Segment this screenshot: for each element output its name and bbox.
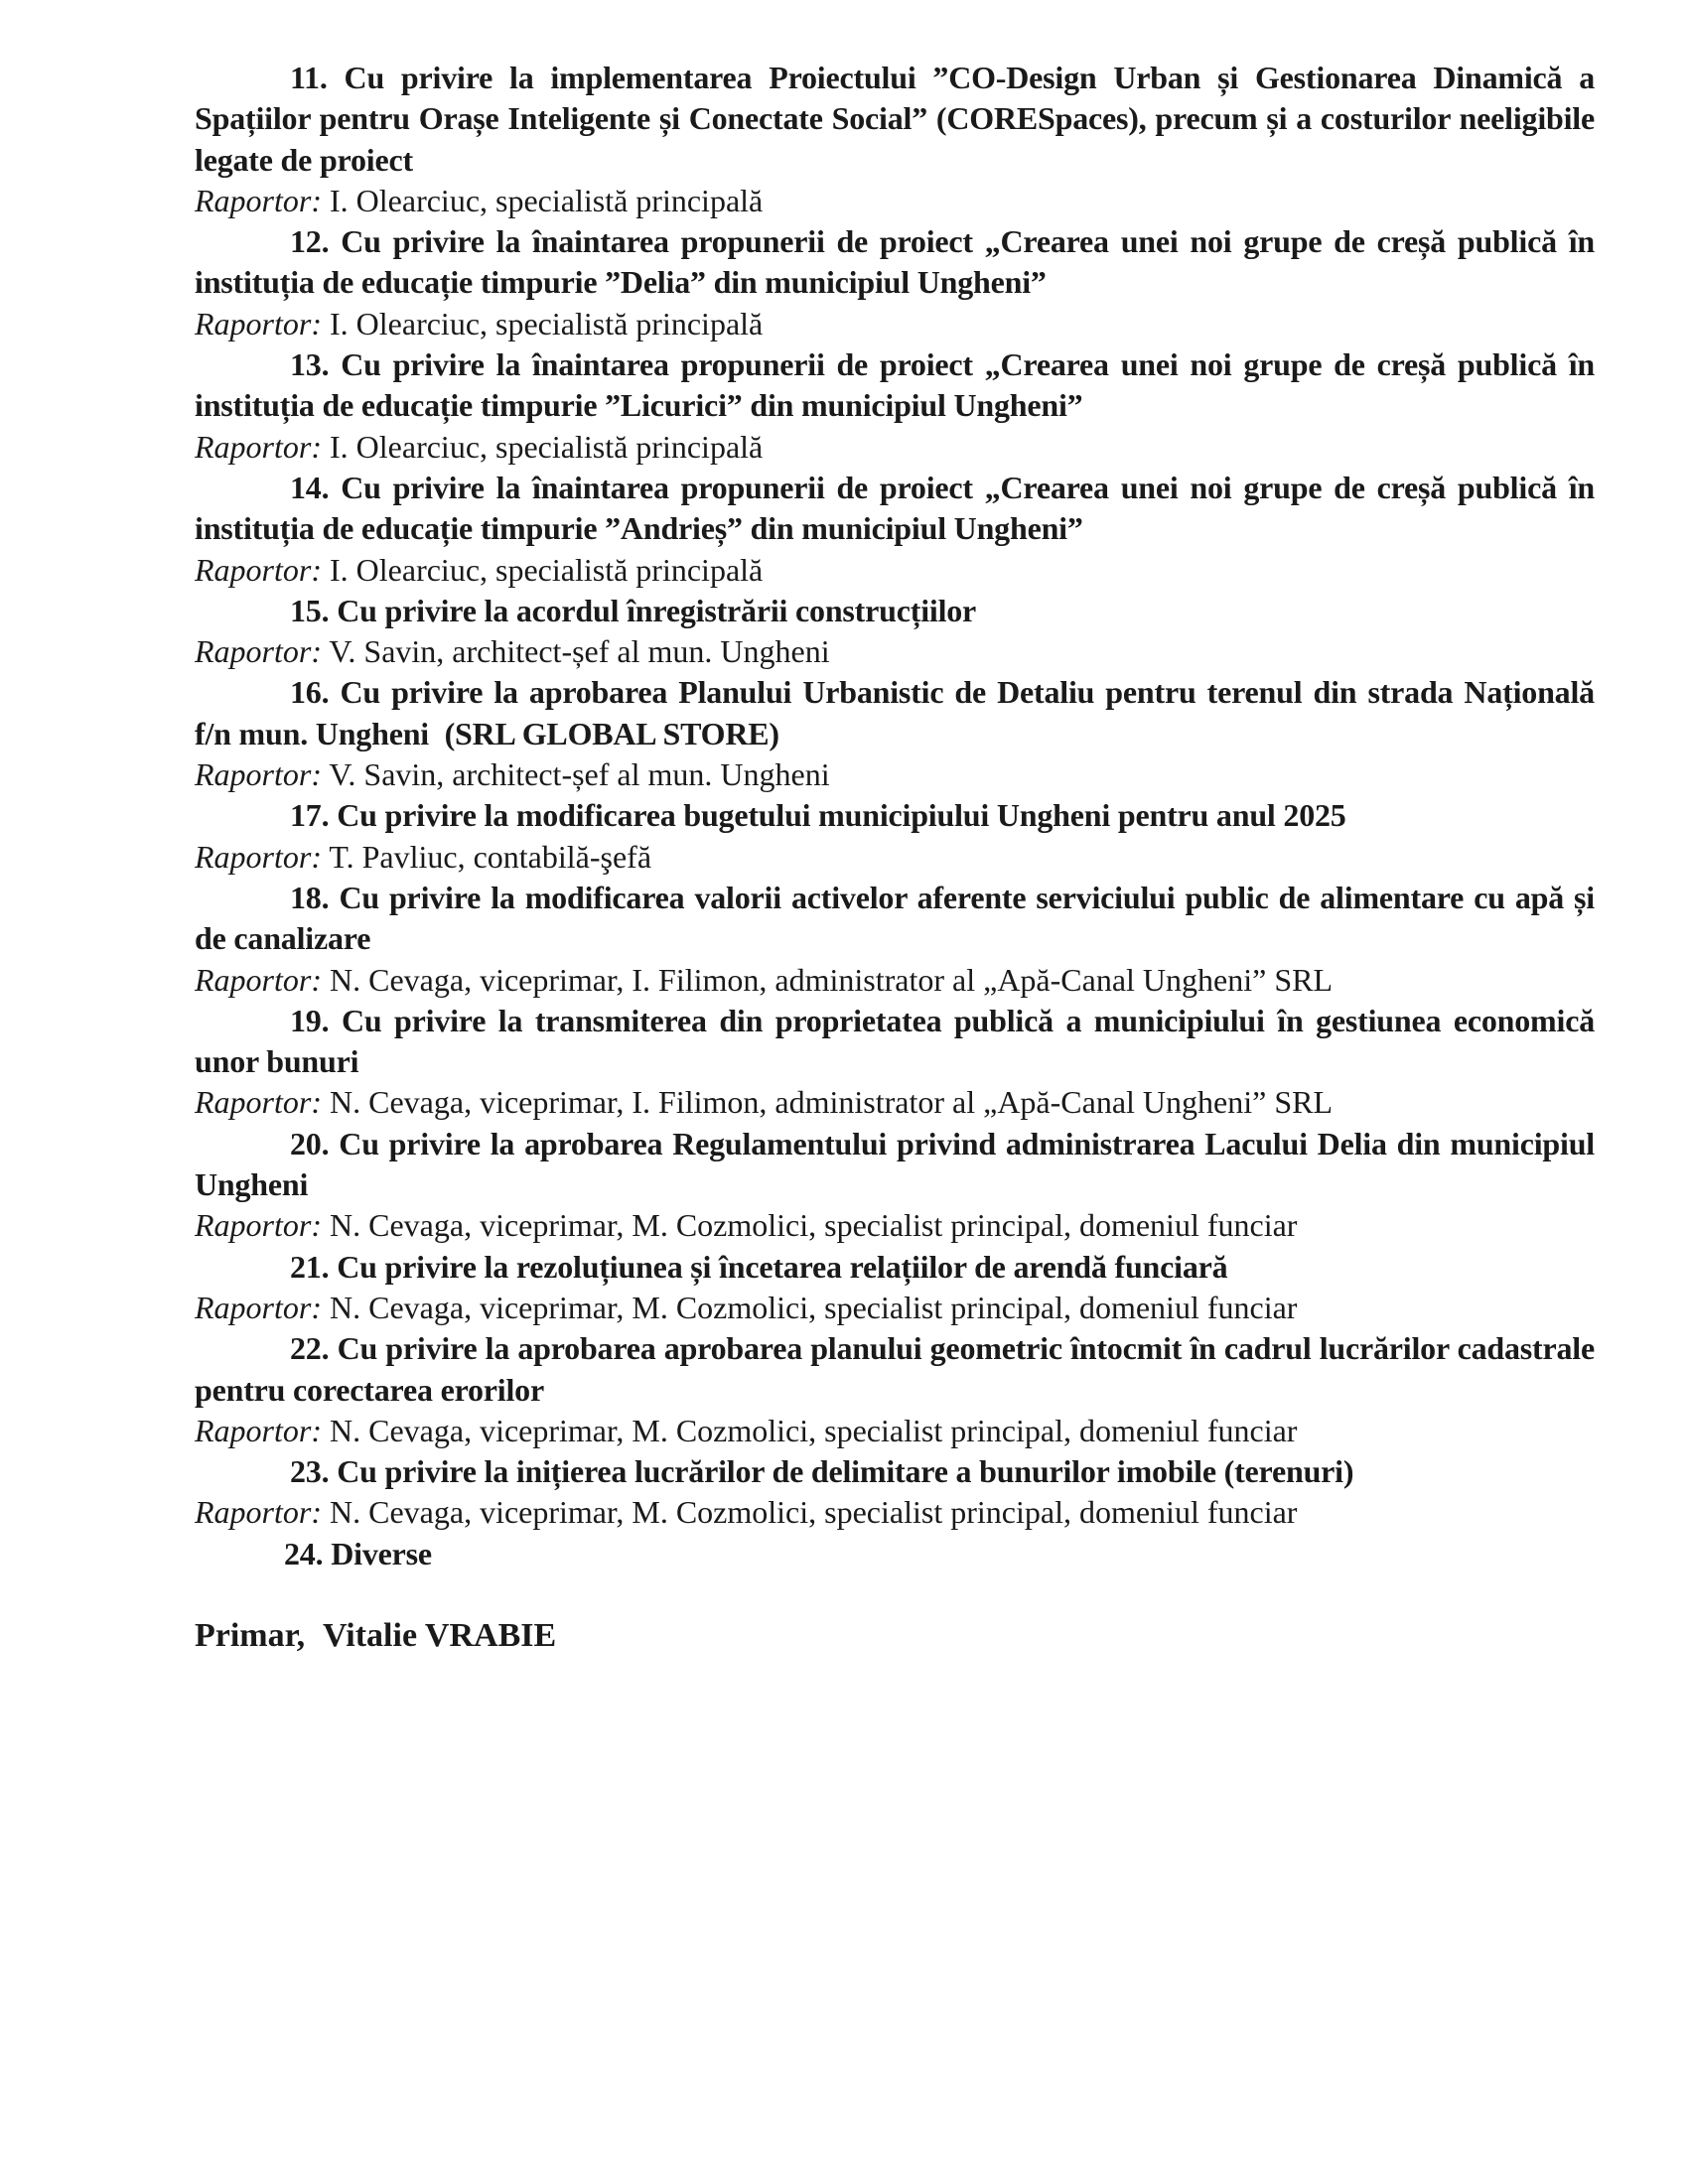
agenda-item	[195, 1451, 1595, 1534]
item-number: 19.	[290, 1002, 330, 1038]
raportor-name: N. Cevaga, viceprimar, M. Cozmolici, specialist principal, domeniul funciar	[330, 1207, 1298, 1244]
item-number: 22.	[290, 1330, 330, 1367]
raportor-label: Raportor:	[195, 1412, 322, 1448]
agenda-item-title	[195, 1124, 1595, 1206]
agenda-item	[195, 58, 1595, 221]
raportor-line	[195, 181, 1595, 221]
raportor-label: Raportor:	[195, 1494, 322, 1531]
item-number: 21.	[290, 1248, 330, 1285]
raportor-line	[195, 1205, 1595, 1246]
agenda-item	[195, 221, 1595, 344]
agenda-item-title	[195, 795, 1595, 836]
agenda-item	[195, 591, 1595, 673]
raportor-label: Raportor:	[195, 182, 322, 218]
raportor-line	[195, 1411, 1595, 1451]
signature-block	[195, 1615, 1595, 1656]
agenda-item	[195, 344, 1595, 468]
agenda-item-title	[195, 468, 1595, 550]
raportor-line	[195, 1288, 1595, 1328]
raportor-line	[195, 304, 1595, 344]
raportor-line	[195, 754, 1595, 795]
agenda-item-title	[195, 878, 1595, 960]
item-title-text: Cu privire la aprobarea Planului Urbanistic de Detaliu pentru terenul din strada Națională f/n mun. Ungheni (SRL GLOBAL STORE)	[195, 674, 1603, 751]
item-title-text: Cu privire la înaintarea propunerii de proiect „Crearea unei noi grupe de creșă publică în instituția de educație timpurie ”Licurici” din municipiul Ungheni”	[195, 346, 1595, 424]
raportor-label: Raportor:	[195, 633, 322, 670]
raportor-label: Raportor:	[195, 551, 322, 588]
raportor-name: I. Olearciuc, specialistă principală	[330, 551, 764, 588]
agenda-item	[195, 878, 1595, 1001]
item-number: 18.	[290, 879, 330, 915]
raportor-name: N. Cevaga, viceprimar, M. Cozmolici, specialist principal, domeniul funciar	[330, 1494, 1298, 1531]
item-number: 24.	[284, 1535, 324, 1571]
agenda-item	[195, 672, 1603, 795]
signature-name: Vitalie VRABIE	[323, 1616, 557, 1654]
raportor-name: N. Cevaga, viceprimar, I. Filimon, administrator al „Apă-Canal Ungheni” SRL	[330, 1084, 1334, 1121]
signature-role: Primar,	[195, 1616, 306, 1654]
raportor-name: I. Olearciuc, specialistă principală	[330, 305, 764, 341]
item-title-text: Cu privire la aprobarea Regulamentului privind administrarea Lacului Delia din municipiul Ungheni	[195, 1125, 1595, 1203]
raportor-name: N. Cevaga, viceprimar, M. Cozmolici, specialist principal, domeniul funciar	[330, 1289, 1298, 1325]
agenda-item-title	[195, 1247, 1595, 1288]
raportor-name: V. Savin, architect-șef al mun. Ungheni	[329, 756, 830, 793]
agenda-item-title	[195, 1328, 1595, 1411]
item-title-text: Cu privire la transmiterea din proprietatea publică a municipiului în gestiunea economică unor bunuri	[195, 1002, 1595, 1080]
raportor-label: Raportor:	[195, 1084, 322, 1121]
raportor-label: Raportor:	[195, 1289, 322, 1325]
item-number: 17.	[290, 797, 330, 834]
raportor-name: V. Savin, architect-șef al mun. Ungheni	[329, 633, 830, 670]
raportor-name: I. Olearciuc, specialistă principală	[330, 428, 764, 465]
item-title-text: Cu privire la rezoluțiunea și încetarea relațiilor de arendă funciară	[337, 1248, 1228, 1285]
item-title-text: Diverse	[331, 1535, 432, 1571]
raportor-name: I. Olearciuc, specialistă principală	[330, 182, 764, 218]
raportor-line	[195, 631, 1595, 672]
raportor-line	[195, 837, 1595, 878]
raportor-line	[195, 427, 1595, 468]
raportor-label: Raportor:	[195, 756, 322, 793]
agenda-item-title	[195, 344, 1595, 427]
agenda-item-title	[195, 1001, 1595, 1083]
raportor-name: N. Cevaga, viceprimar, M. Cozmolici, specialist principal, domeniul funciar	[330, 1412, 1298, 1448]
item-title-text: Cu privire la aprobarea aprobarea planului geometric întocmit în cadrul lucrărilor cadastrale pentru corectarea erorilor	[195, 1330, 1595, 1408]
agenda-item-title	[195, 221, 1595, 304]
item-title-text: Cu privire la înaintarea propunerii de proiect „Crearea unei noi grupe de creșă publică în instituția de educație timpurie ”Delia” din municipiul Ungheni”	[195, 223, 1595, 301]
item-number: 15.	[290, 592, 330, 628]
raportor-label: Raportor:	[195, 961, 322, 998]
agenda-item	[195, 1247, 1595, 1329]
agenda-item-title	[195, 1451, 1595, 1492]
agenda-item	[195, 795, 1595, 878]
raportor-name: T. Pavliuc, contabilă-şefă	[329, 838, 652, 875]
item-number: 12.	[290, 223, 330, 260]
item-title-text: Cu privire la modificarea bugetului municipiului Ungheni pentru anul 2025	[337, 797, 1346, 834]
agenda-item-title	[195, 58, 1595, 181]
item-title-text: Cu privire la implementarea Proiectului ”CO-Design Urban și Gestionarea Dinamică a Spațiilor pentru Orașe Inteligente și Conectate Social” (CORESpaces), precum și a costurilor neeligibile legate de proiect	[195, 60, 1595, 178]
raportor-line	[195, 550, 1595, 591]
raportor-line	[195, 1492, 1595, 1533]
agenda-item	[195, 1001, 1595, 1124]
agenda-item	[195, 468, 1595, 591]
raportor-name: N. Cevaga, viceprimar, I. Filimon, administrator al „Apă-Canal Ungheni” SRL	[330, 961, 1334, 998]
raportor-label: Raportor:	[195, 1207, 322, 1244]
agenda-item-title	[195, 591, 1595, 631]
agenda-item-title	[195, 1534, 1595, 1574]
item-number: 13.	[290, 346, 330, 383]
item-number: 20.	[290, 1125, 330, 1161]
item-title-text: Cu privire la înaintarea propunerii de proiect „Crearea unei noi grupe de creșă publică în instituția de educație timpurie ”Andrieș” din municipiul Ungheni”	[195, 469, 1595, 547]
item-title-text: Cu privire la modificarea valorii activelor aferente serviciului public de alimentare cu apă și de canalizare	[195, 879, 1595, 957]
raportor-label: Raportor:	[195, 428, 322, 465]
item-title-text: Cu privire la inițierea lucrărilor de delimitare a bunurilor imobile (terenuri)	[337, 1453, 1354, 1490]
item-number: 11.	[290, 60, 328, 95]
raportor-line	[195, 960, 1595, 1001]
agenda-item-title	[195, 672, 1603, 754]
raportor-label: Raportor:	[195, 838, 322, 875]
item-number: 16.	[290, 674, 330, 711]
agenda-item	[195, 1124, 1595, 1247]
agenda-item	[195, 1534, 1595, 1574]
document-page	[195, 58, 1603, 1656]
item-number: 23.	[290, 1453, 330, 1490]
item-number: 14.	[290, 469, 330, 505]
agenda-item	[195, 1328, 1595, 1451]
item-title-text: Cu privire la acordul înregistrării construcțiilor	[337, 592, 977, 628]
raportor-line	[195, 1082, 1595, 1123]
raportor-label: Raportor:	[195, 305, 322, 341]
